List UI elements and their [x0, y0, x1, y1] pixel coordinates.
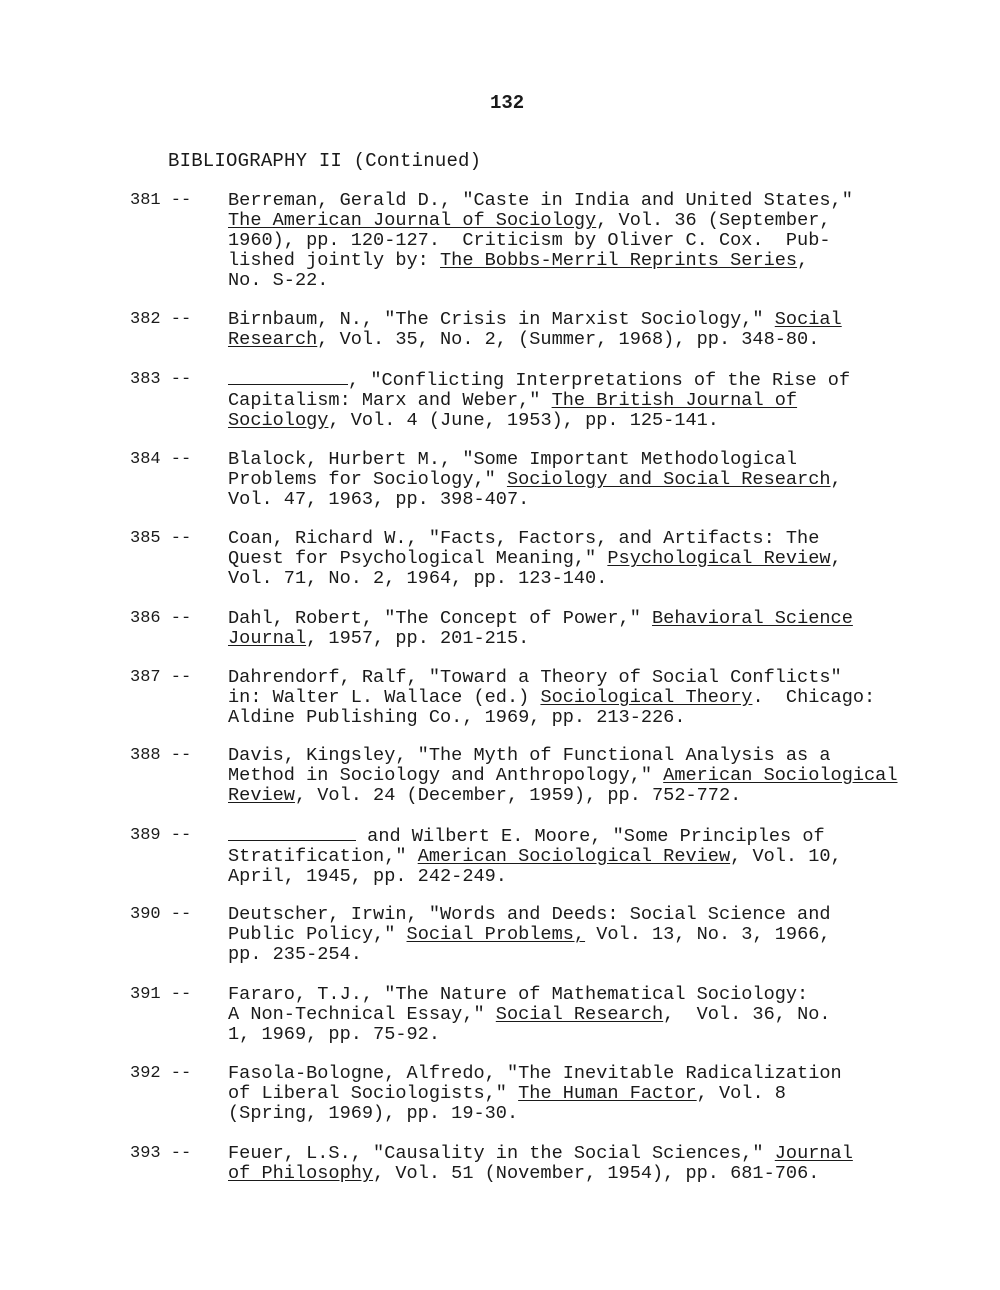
- journal-title: Social Research: [495, 1004, 664, 1025]
- citation-text: Vol. 13, No. 3, 1966,: [585, 924, 831, 945]
- entry-number: 384 --: [130, 450, 192, 469]
- citation-text: lished jointly by:: [228, 250, 441, 271]
- entry-number: 386 --: [130, 609, 192, 628]
- citation-text: , "Conflicting Interpretations of the Rise of: [348, 370, 851, 391]
- citation-text: (Spring, 1969), pp. 19-30.: [228, 1103, 519, 1124]
- entry-number: 385 --: [130, 529, 192, 548]
- journal-title: American Sociological Review: [417, 846, 731, 867]
- ditto-author-blank: [228, 370, 348, 385]
- entry-citation: [228, 985, 831, 1045]
- citation-text: Feuer, L.S., "Causality in the Social Sciences,": [228, 1143, 775, 1164]
- citation-text: , Vol. 35, No. 2, (Summer, 1968), pp. 348-80.: [317, 329, 820, 350]
- ditto-author-blank: [228, 826, 356, 841]
- journal-title: Psychological Review: [607, 548, 831, 569]
- citation-text: April, 1945, pp. 242-249.: [228, 866, 507, 887]
- journal-title: Social: [774, 309, 842, 330]
- citation-text: , Vol. 10,: [730, 846, 842, 867]
- series-title: The Bobbs-Merril Reprints Series: [440, 250, 798, 271]
- citation-text: No. S-22.: [228, 270, 329, 291]
- book-title: Sociological Theory: [540, 687, 753, 708]
- journal-title: Research: [228, 329, 318, 350]
- citation-text: A Non-Technical Essay,": [228, 1004, 496, 1025]
- citation-text: , Vol. 36, No.: [663, 1004, 831, 1025]
- citation-text: Fasola-Bologne, Alfredo, "The Inevitable Radicalization: [228, 1063, 842, 1084]
- citation-text: . Chicago:: [752, 687, 876, 708]
- entry-citation: [228, 1144, 853, 1184]
- journal-title: Journal: [228, 628, 307, 649]
- citation-text: Stratification,": [228, 846, 418, 867]
- journal-title: The British Journal of: [551, 390, 798, 411]
- citation-text: pp. 235-254.: [228, 944, 362, 965]
- citation-text: , Vol. 51 (November, 1954), pp. 681-706.: [373, 1163, 820, 1184]
- entry-number: 383 --: [130, 370, 192, 389]
- journal-title: Sociology: [228, 410, 329, 431]
- entry-citation: [228, 905, 831, 965]
- entry-number: 391 --: [130, 985, 192, 1004]
- citation-text: ,: [830, 548, 842, 569]
- journal-title: American Sociological: [663, 765, 898, 786]
- citation-text: 1, 1969, pp. 75-92.: [228, 1024, 441, 1045]
- entry-citation: [228, 609, 853, 649]
- entry-citation: [228, 191, 853, 291]
- citation-text: , Vol. 4 (June, 1953), pp. 125-141.: [328, 410, 719, 431]
- citation-text: Vol. 47, 1963, pp. 398-407.: [228, 489, 530, 510]
- citation-text: ,: [830, 469, 842, 490]
- journal-title: Review: [228, 785, 295, 806]
- citation-text: , 1957, pp. 201-215.: [306, 628, 530, 649]
- entry-number: 382 --: [130, 310, 192, 329]
- entry-citation: [228, 826, 842, 887]
- citation-text: , Vol. 36 (September,: [596, 210, 831, 231]
- journal-title: Behavioral Science: [652, 608, 853, 629]
- citation-text: , Vol. 8: [696, 1083, 786, 1104]
- entry-citation: [228, 746, 898, 806]
- entry-number: 388 --: [130, 746, 192, 765]
- entry-citation: [228, 310, 842, 350]
- entry-number: 381 --: [130, 191, 192, 210]
- citation-text: ,: [797, 250, 809, 271]
- citation-text: Quest for Psychological Meaning,": [228, 548, 608, 569]
- entry-citation: [228, 668, 875, 728]
- citation-text: in: Walter L. Wallace (ed.): [228, 687, 541, 708]
- citation-text: Dahrendorf, Ralf, "Toward a Theory of Social Conflicts": [228, 667, 842, 688]
- entry-number: 390 --: [130, 905, 192, 924]
- journal-title: Journal: [774, 1143, 853, 1164]
- citation-text: Deutscher, Irwin, "Words and Deeds: Social Science and: [228, 904, 831, 925]
- citation-text: Davis, Kingsley, "The Myth of Functional Analysis as a: [228, 745, 831, 766]
- citation-text: Dahl, Robert, "The Concept of Power,": [228, 608, 653, 629]
- journal-title: Social Problems,: [406, 924, 586, 945]
- citation-text: Birnbaum, N., "The Crisis in Marxist Sociology,": [228, 309, 775, 330]
- citation-text: Vol. 71, No. 2, 1964, pp. 123-140.: [228, 568, 608, 589]
- entry-citation: [228, 1064, 842, 1124]
- entry-citation: [228, 370, 850, 431]
- page-number: 132: [490, 92, 525, 114]
- entry-number: 389 --: [130, 826, 192, 845]
- entry-number: 393 --: [130, 1144, 192, 1163]
- citation-text: of Liberal Sociologists,": [228, 1083, 519, 1104]
- entry-citation: [228, 450, 842, 510]
- citation-text: Coan, Richard W., "Facts, Factors, and Artifacts: The: [228, 528, 820, 549]
- entry-citation: [228, 529, 842, 589]
- citation-text: Capitalism: Marx and Weber,": [228, 390, 552, 411]
- citation-text: Public Policy,": [228, 924, 407, 945]
- citation-text: Berreman, Gerald D., "Caste in India and United States,": [228, 190, 853, 211]
- journal-title: Sociology and Social Research: [506, 469, 831, 490]
- entry-number: 387 --: [130, 668, 192, 687]
- citation-text: Problems for Sociology,": [228, 469, 507, 490]
- citation-text: Blalock, Hurbert M., "Some Important Methodological: [228, 449, 798, 470]
- citation-text: 1960), pp. 120-127. Criticism by Oliver C. Cox. Pub-: [228, 230, 831, 251]
- journal-title: The Human Factor: [518, 1083, 697, 1104]
- page-heading: BIBLIOGRAPHY II (Continued): [168, 150, 482, 172]
- citation-text: Aldine Publishing Co., 1969, pp. 213-226.: [228, 707, 686, 728]
- journal-title: of Philosophy: [228, 1163, 374, 1184]
- citation-text: Method in Sociology and Anthropology,": [228, 765, 664, 786]
- citation-text: and Wilbert E. Moore, "Some Principles of: [356, 826, 825, 847]
- journal-title: The American Journal of Sociology: [228, 210, 597, 231]
- entry-number: 392 --: [130, 1064, 192, 1083]
- citation-text: Fararo, T.J., "The Nature of Mathematical Sociology:: [228, 984, 809, 1005]
- citation-text: , Vol. 24 (December, 1959), pp. 752-772.: [294, 785, 742, 806]
